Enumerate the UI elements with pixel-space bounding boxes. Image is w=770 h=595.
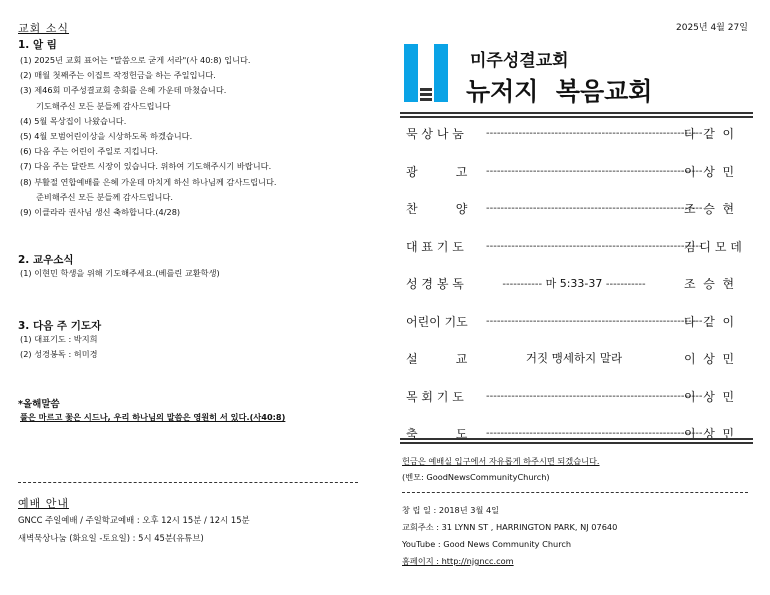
- announcement-item-6: (5) 4월 모범어린이상을 시상하도록 하겠습니다.: [20, 131, 193, 142]
- offering-note: 헌금은 예배실 입구에서 자유롭게 하주시면 되겠습니다.: [402, 456, 600, 466]
- prayers-list: [20, 332, 98, 362]
- order-middle: ------------------------------------------------------------: [486, 203, 703, 214]
- order-middle: ----------- 마 5:33-37 -----------: [502, 277, 646, 290]
- order-row: [406, 238, 746, 256]
- news-section-title: 교회 소식: [18, 22, 70, 35]
- order-person: 조 승 현: [684, 202, 735, 216]
- prayers-heading: 3. 다음 주 기도자: [18, 320, 102, 332]
- order-label: 설 교: [406, 352, 468, 366]
- prayer-item-1: (1) 대표기도 : 박지희: [20, 334, 98, 344]
- order-person: 김 디 모 데: [684, 239, 742, 254]
- order-label: 찬 양: [406, 202, 468, 216]
- member-news-item-1: (1) 이현민 학생을 위해 기도해주세요.(베를린 교환학생): [20, 268, 220, 278]
- announcement-item-2: (2) 매월 첫째주는 이집트 작정헌금을 하는 주일입니다.: [20, 70, 216, 81]
- yearly-verse: 풀은 마르고 꽃은 시드나, 우리 하나님의 말씀은 영원히 서 있다.(사40:8): [20, 412, 286, 422]
- order-middle: ------------------------------------------------------------: [486, 428, 703, 439]
- announcement-item-1: (1) 2025년 교회 표어는 "말씀으로 굳게 서라"(사 40:8) 입니다.: [20, 55, 251, 65]
- left-divider: [18, 482, 358, 483]
- order-label: 성 경 봉 독: [406, 277, 464, 291]
- order-label: 목 회 기 도: [406, 389, 464, 404]
- order-row: [406, 350, 746, 368]
- info-founded: 창 립 일 : 2018년 3월 4일: [402, 505, 500, 515]
- order-person: 조 승 현: [684, 277, 735, 291]
- church-name: 뉴저지 복음교회: [466, 77, 653, 106]
- order-label: 어린이 기도: [406, 314, 468, 329]
- worship-section-title: 예배 안내: [18, 497, 70, 510]
- announcement-item-3: (3) 제46회 미주성결교회 총회를 은혜 가운데 마쳤습니다.: [20, 85, 227, 96]
- order-person: 이 상 민: [684, 352, 735, 366]
- announcement-item-11: (9) 이클라라 권사님 생신 축하합니다.(4/28): [20, 207, 181, 218]
- announcements-heading: 1. 알 림: [18, 39, 57, 51]
- info-homepage[interactable]: 홈페이지 : http://njgncc.com: [402, 556, 514, 566]
- announcements-list: [20, 53, 276, 220]
- order-row: [406, 275, 746, 293]
- order-label: 광 고: [406, 164, 468, 179]
- order-person: 다 같 이: [684, 127, 735, 141]
- info-address: 교회주소 : 31 LYNN ST , HARRINGTON PARK, NJ 07640: [402, 522, 618, 532]
- prayer-item-2: (2) 성경봉독 : 허미경: [20, 349, 98, 360]
- announcement-item-7: (6) 다음 주는 어린이 주일로 지킵니다.: [20, 146, 158, 157]
- announcement-item-9: (8) 부활절 연합예배를 은혜 가운데 마치게 하신 하나님께 감사드립니다.: [20, 176, 277, 187]
- order-row: [406, 313, 746, 331]
- church-logo: [404, 44, 456, 102]
- info-youtube: YouTube : Good News Community Church: [402, 539, 572, 549]
- order-label: 묵 상 나 눔: [406, 127, 464, 141]
- order-row: [406, 200, 746, 218]
- worship-line-2: 새벽묵상나눔 (화요일 -토요일) : 5시 45분(유튜브): [18, 533, 204, 543]
- order-row: [406, 388, 746, 406]
- order-person: 이 상 민: [684, 164, 735, 179]
- order-label: 축 도: [406, 427, 468, 441]
- announcement-item-10: 준비해주신 모든 분들께 감사드립니다.: [36, 191, 173, 202]
- right-divider: [402, 492, 748, 493]
- order-middle: ------------------------------------------------------------: [486, 390, 703, 402]
- order-middle: ------------------------------------------------------------: [486, 315, 703, 327]
- verse-heading: *올해말씀: [18, 399, 60, 410]
- order-person: 다 같 이: [684, 314, 735, 329]
- order-row: [406, 125, 746, 143]
- venmo-note: (벤모: GoodNewsCommunityChurch): [402, 472, 550, 482]
- order-person: 이 상 민: [684, 427, 735, 441]
- announcement-item-5: (4) 5월 목상집이 나왔습니다.: [20, 115, 127, 126]
- order-row: [406, 163, 746, 181]
- order-middle: 거짓 맹세하지 말라: [525, 351, 623, 365]
- announcement-item-8: (7) 다음 주는 달란트 시장이 있습니다. 위하여 기도해주시기 바랍니다.: [20, 161, 272, 172]
- order-middle: ------------------------------------------------------------: [486, 165, 703, 177]
- worship-line-1: GNCC 주일예배 / 주일학교예배 : 오후 12시 15분 / 12시 15분: [18, 515, 250, 525]
- bulletin-date: 2025년 4월 27일: [676, 23, 748, 33]
- announcement-item-4: 기도해주신 모든 분들께 감사드립니다: [36, 100, 171, 111]
- order-person: 이 상 민: [684, 389, 735, 404]
- order-middle: ------------------------------------------------------------: [486, 240, 703, 252]
- order-middle: ------------------------------------------------------------: [486, 128, 703, 139]
- denomination-name: 미주성결교회: [470, 51, 569, 71]
- order-label: 대 표 기 도: [406, 239, 464, 254]
- order-bottom-rule: [400, 438, 753, 444]
- members-heading: 2. 교우소식: [18, 254, 74, 266]
- order-top-rule: [400, 112, 753, 118]
- members-list: [20, 266, 220, 281]
